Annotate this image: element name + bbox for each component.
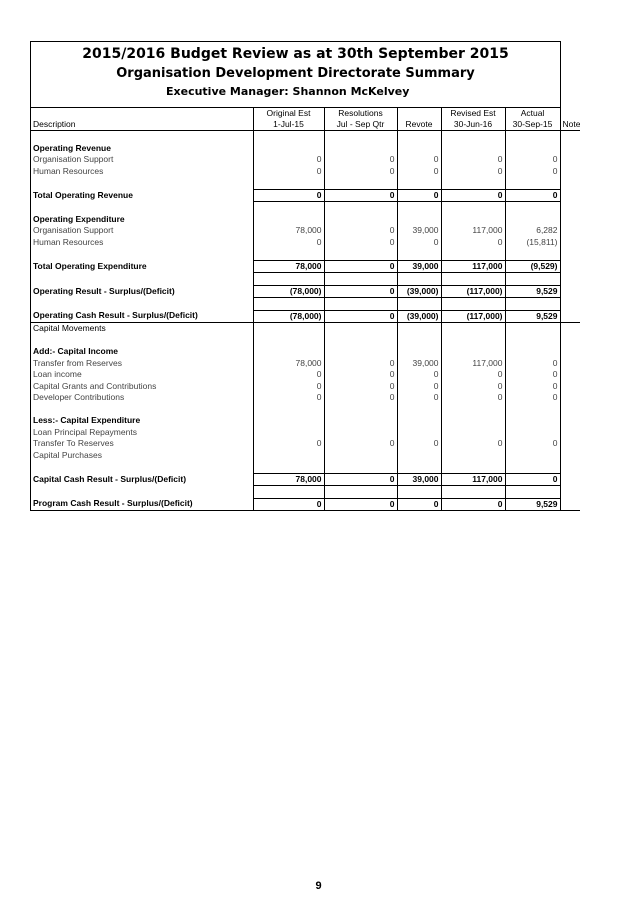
header-blank <box>31 108 253 119</box>
row-value: 0 <box>441 392 505 404</box>
row-value: 0 <box>324 189 397 202</box>
table-row <box>31 438 580 450</box>
table-row <box>31 323 580 335</box>
table-cell <box>441 177 505 189</box>
table-row <box>31 225 580 237</box>
table-cell <box>253 461 324 473</box>
table-cell <box>560 177 580 189</box>
table-cell <box>560 260 580 273</box>
header-actual: Actual <box>505 108 560 119</box>
table-row <box>31 131 580 143</box>
table-cell <box>324 143 397 155</box>
table-cell <box>441 248 505 260</box>
row-value: 117,000 <box>441 358 505 370</box>
row-label: Organisation Support <box>33 154 114 164</box>
row-label: Operating Result - Surplus/(Deficit) <box>33 285 175 296</box>
table-cell <box>397 323 441 335</box>
row-value: (39,000) <box>397 310 441 323</box>
section-heading: Add:- Capital Income <box>33 346 119 356</box>
row-value: 39,000 <box>397 260 441 273</box>
table-cell <box>397 415 441 427</box>
table-row <box>31 392 580 404</box>
table-cell <box>560 427 580 439</box>
table-cell <box>253 131 324 143</box>
budget-review-sheet <box>30 41 580 511</box>
row-value: 9,529 <box>505 310 560 323</box>
table-row <box>31 202 580 214</box>
row-value: 0 <box>324 369 397 381</box>
row-label: Program Cash Result - Surplus/(Deficit) <box>31 498 253 511</box>
row-value: 0 <box>324 166 397 178</box>
header-revote: Revote <box>397 119 441 131</box>
table-cell <box>31 177 253 189</box>
row-value: 39,000 <box>397 358 441 370</box>
table-row <box>31 248 580 260</box>
row-value: 0 <box>324 285 397 298</box>
table-cell <box>505 415 560 427</box>
table-cell <box>31 202 253 214</box>
table-cell <box>560 450 580 462</box>
table-cell <box>31 335 253 347</box>
row-label: Developer Contributions <box>33 392 125 402</box>
table-cell <box>505 177 560 189</box>
table-row <box>31 473 580 486</box>
table-cell <box>441 486 505 499</box>
row-value: (78,000) <box>253 285 324 298</box>
row-label: Human Resources <box>33 165 104 176</box>
row-label: Loan Principal Repayments <box>33 426 137 437</box>
row-value: 0 <box>441 369 505 381</box>
table-cell <box>324 273 397 286</box>
table-cell <box>253 214 324 226</box>
table-cell <box>31 486 253 499</box>
table-cell <box>324 131 397 143</box>
budget-table <box>31 108 580 511</box>
row-value <box>253 450 324 462</box>
table-row <box>31 119 580 131</box>
row-value: 0 <box>441 237 505 249</box>
table-row <box>31 166 580 178</box>
table-cell <box>397 248 441 260</box>
table-cell <box>560 335 580 347</box>
table-cell <box>505 346 560 358</box>
row-value: 0 <box>441 381 505 393</box>
row-value <box>324 427 397 439</box>
table-cell <box>560 381 580 393</box>
table-cell <box>397 404 441 416</box>
table-cell <box>441 461 505 473</box>
table-cell <box>253 202 324 214</box>
row-value: 0 <box>505 369 560 381</box>
row-value: 78,000 <box>253 358 324 370</box>
row-value: 0 <box>253 381 324 393</box>
row-value: (39,000) <box>397 285 441 298</box>
report-subtitle: Organisation Development Directorate Summary <box>116 66 475 81</box>
row-value: 0 <box>397 237 441 249</box>
row-value <box>441 450 505 462</box>
table-cell <box>560 461 580 473</box>
header-blank <box>560 108 580 119</box>
row-value: 117,000 <box>441 473 505 486</box>
table-cell <box>560 415 580 427</box>
table-cell <box>560 225 580 237</box>
table-cell <box>324 298 397 311</box>
table-cell <box>253 335 324 347</box>
table-cell <box>441 404 505 416</box>
table-cell <box>441 273 505 286</box>
table-cell <box>324 202 397 214</box>
table-row <box>31 260 580 273</box>
header-revised: Revised Est <box>441 108 505 119</box>
table-cell <box>560 273 580 286</box>
table-row <box>31 177 580 189</box>
row-value: 0 <box>441 438 505 450</box>
table-cell <box>441 131 505 143</box>
table-cell <box>505 214 560 226</box>
row-label: Human Resources <box>33 236 104 247</box>
row-value: 0 <box>253 498 324 511</box>
table-cell <box>441 298 505 311</box>
row-value: (9,529) <box>505 260 560 273</box>
row-value: 39,000 <box>397 225 441 237</box>
title-block <box>31 42 560 108</box>
header-row <box>31 108 580 119</box>
header-actual-date: 30-Sep-15 <box>505 119 560 131</box>
row-label: Capital Grants and Contributions <box>33 380 157 391</box>
row-value: 78,000 <box>253 260 324 273</box>
header-revised-date: 30-Jun-16 <box>441 119 505 131</box>
row-value: 0 <box>253 189 324 202</box>
table-cell <box>560 323 580 335</box>
row-value: 0 <box>324 381 397 393</box>
header-blank <box>397 108 441 119</box>
row-value <box>505 450 560 462</box>
table-cell <box>397 131 441 143</box>
row-value: 0 <box>397 438 441 450</box>
row-value <box>397 427 441 439</box>
executive-manager: Executive Manager: Shannon McKelvey <box>166 85 410 98</box>
table-cell <box>397 486 441 499</box>
row-value: 0 <box>253 154 324 166</box>
table-cell <box>397 461 441 473</box>
row-value: 9,529 <box>505 285 560 298</box>
table-cell <box>560 369 580 381</box>
table-row <box>31 143 580 155</box>
table-cell <box>505 131 560 143</box>
table-row <box>31 214 580 226</box>
row-value: 0 <box>397 369 441 381</box>
header-original-date: 1-Jul-15 <box>253 119 324 131</box>
table-cell <box>441 202 505 214</box>
table-cell <box>397 298 441 311</box>
table-row <box>31 335 580 347</box>
row-value: (15,811) <box>505 237 560 249</box>
table-cell <box>397 143 441 155</box>
table-row <box>31 310 580 323</box>
table-cell <box>324 486 397 499</box>
row-value: 0 <box>505 438 560 450</box>
table-row <box>31 237 580 249</box>
table-cell <box>560 237 580 249</box>
header-original: Original Est <box>253 108 324 119</box>
table-row <box>31 346 580 358</box>
row-label: Total Operating Revenue <box>33 189 133 200</box>
table-cell <box>397 335 441 347</box>
row-value: 0 <box>441 166 505 178</box>
table-row <box>31 369 580 381</box>
table-cell <box>31 248 253 260</box>
row-value: 0 <box>397 166 441 178</box>
row-value: 0 <box>505 358 560 370</box>
table-cell <box>31 298 253 311</box>
table-cell <box>441 335 505 347</box>
row-value: (117,000) <box>441 310 505 323</box>
row-value: 0 <box>253 369 324 381</box>
row-value: 0 <box>505 154 560 166</box>
row-label: Loan income <box>33 369 82 379</box>
table-cell <box>560 404 580 416</box>
table-cell <box>324 177 397 189</box>
row-label: Operating Cash Result - Surplus/(Deficit) <box>31 310 253 323</box>
table-row <box>31 298 580 311</box>
table-cell <box>441 214 505 226</box>
row-label: Transfer To Reserves <box>33 438 114 448</box>
table-cell <box>324 214 397 226</box>
table-cell <box>560 285 580 298</box>
row-value: 0 <box>253 237 324 249</box>
row-label: Capital Purchases <box>33 449 102 460</box>
table-cell <box>560 189 580 202</box>
header-description: Description <box>31 119 253 131</box>
row-value: 0 <box>324 260 397 273</box>
table-cell <box>324 335 397 347</box>
report-title: 2015/2016 Budget Review as at 30th September 2015 <box>82 46 509 62</box>
row-value: 0 <box>324 225 397 237</box>
row-value: (117,000) <box>441 285 505 298</box>
table-cell <box>560 346 580 358</box>
row-label: Organisation Support <box>33 225 114 235</box>
row-value: 9,529 <box>505 498 560 511</box>
header-note: Note <box>560 119 580 131</box>
table-cell <box>397 346 441 358</box>
row-value: 0 <box>324 498 397 511</box>
table-cell <box>505 298 560 311</box>
row-value: 0 <box>324 438 397 450</box>
table-cell <box>324 248 397 260</box>
page-number: 9 <box>315 880 322 892</box>
row-value: 0 <box>397 392 441 404</box>
row-value: 0 <box>397 498 441 511</box>
table-cell <box>253 323 324 335</box>
section-heading: Operating Expenditure <box>33 213 125 224</box>
table-cell <box>505 461 560 473</box>
table-row <box>31 415 580 427</box>
table-cell <box>441 143 505 155</box>
row-value: 0 <box>253 438 324 450</box>
row-value <box>253 427 324 439</box>
table-row <box>31 154 580 166</box>
row-value: 0 <box>397 381 441 393</box>
table-cell <box>441 323 505 335</box>
table-cell <box>505 323 560 335</box>
row-label: Transfer from Reserves <box>33 357 122 368</box>
table-cell <box>505 202 560 214</box>
table-cell <box>253 486 324 499</box>
row-value: 0 <box>505 392 560 404</box>
table-cell <box>560 486 580 499</box>
row-value: 0 <box>324 237 397 249</box>
table-cell <box>560 143 580 155</box>
table-cell <box>324 404 397 416</box>
table-cell <box>505 486 560 499</box>
table-cell <box>324 461 397 473</box>
row-value: 0 <box>324 392 397 404</box>
table-row <box>31 450 580 462</box>
table-cell <box>441 346 505 358</box>
table-cell <box>324 415 397 427</box>
row-value: 0 <box>505 189 560 202</box>
row-value: 0 <box>397 189 441 202</box>
table-cell <box>324 323 397 335</box>
table-cell <box>397 273 441 286</box>
row-value: 0 <box>397 154 441 166</box>
row-value: 0 <box>324 154 397 166</box>
table-row <box>31 358 580 370</box>
table-cell <box>560 248 580 260</box>
row-value: 0 <box>441 154 505 166</box>
row-value <box>324 450 397 462</box>
table-row <box>31 285 580 298</box>
row-value: 117,000 <box>441 225 505 237</box>
table-cell <box>505 335 560 347</box>
table-cell <box>397 177 441 189</box>
table-row <box>31 486 580 499</box>
row-value: 0 <box>253 166 324 178</box>
table-cell <box>31 404 253 416</box>
table-cell <box>253 248 324 260</box>
table-cell <box>560 358 580 370</box>
table-cell <box>253 143 324 155</box>
table-cell <box>560 154 580 166</box>
table-cell <box>505 404 560 416</box>
table-cell <box>505 143 560 155</box>
table-cell <box>560 310 580 323</box>
table-cell <box>560 166 580 178</box>
table-row <box>31 273 580 286</box>
table-cell <box>397 202 441 214</box>
table-cell <box>253 298 324 311</box>
table-cell <box>253 415 324 427</box>
table-cell <box>560 131 580 143</box>
table-cell <box>560 392 580 404</box>
table-row <box>31 498 580 511</box>
table-row <box>31 427 580 439</box>
table-row <box>31 461 580 473</box>
table-cell <box>253 404 324 416</box>
row-value <box>441 427 505 439</box>
table-cell <box>560 214 580 226</box>
table-cell <box>31 461 253 473</box>
row-value: 39,000 <box>397 473 441 486</box>
table-cell <box>505 248 560 260</box>
table-row <box>31 404 580 416</box>
table-cell <box>560 473 580 486</box>
header-resolutions: Resolutions <box>324 108 397 119</box>
row-label: Total Operating Expenditure <box>33 260 147 271</box>
table-cell <box>505 273 560 286</box>
table-cell <box>31 131 253 143</box>
row-value: 0 <box>505 166 560 178</box>
table-cell <box>253 273 324 286</box>
table-cell <box>560 438 580 450</box>
row-value: 0 <box>324 358 397 370</box>
row-value: 78,000 <box>253 225 324 237</box>
row-value: 0 <box>324 310 397 323</box>
row-value: 0 <box>324 473 397 486</box>
row-label: Capital Cash Result - Surplus/(Deficit) <box>33 473 187 484</box>
row-value: 0 <box>253 392 324 404</box>
row-value <box>505 427 560 439</box>
section-heading: Less:- Capital Expenditure <box>33 415 141 425</box>
table-row <box>31 381 580 393</box>
row-value: 0 <box>441 189 505 202</box>
table-cell <box>253 346 324 358</box>
row-value: (78,000) <box>253 310 324 323</box>
row-value: 0 <box>441 498 505 511</box>
header-resolutions-period: Jul - Sep Qtr <box>324 119 397 131</box>
table-cell <box>560 298 580 311</box>
table-cell <box>397 214 441 226</box>
row-value: 117,000 <box>441 260 505 273</box>
section-heading: Capital Movements <box>33 323 106 333</box>
table-cell <box>560 202 580 214</box>
section-heading: Operating Revenue <box>33 142 111 153</box>
table-cell <box>441 415 505 427</box>
row-value <box>397 450 441 462</box>
row-value: 0 <box>505 473 560 486</box>
row-value: 0 <box>505 381 560 393</box>
row-value: 78,000 <box>253 473 324 486</box>
table-cell <box>560 498 580 511</box>
table-cell <box>31 273 253 286</box>
row-value: 6,282 <box>505 225 560 237</box>
table-cell <box>253 177 324 189</box>
table-cell <box>324 346 397 358</box>
table-row <box>31 189 580 202</box>
